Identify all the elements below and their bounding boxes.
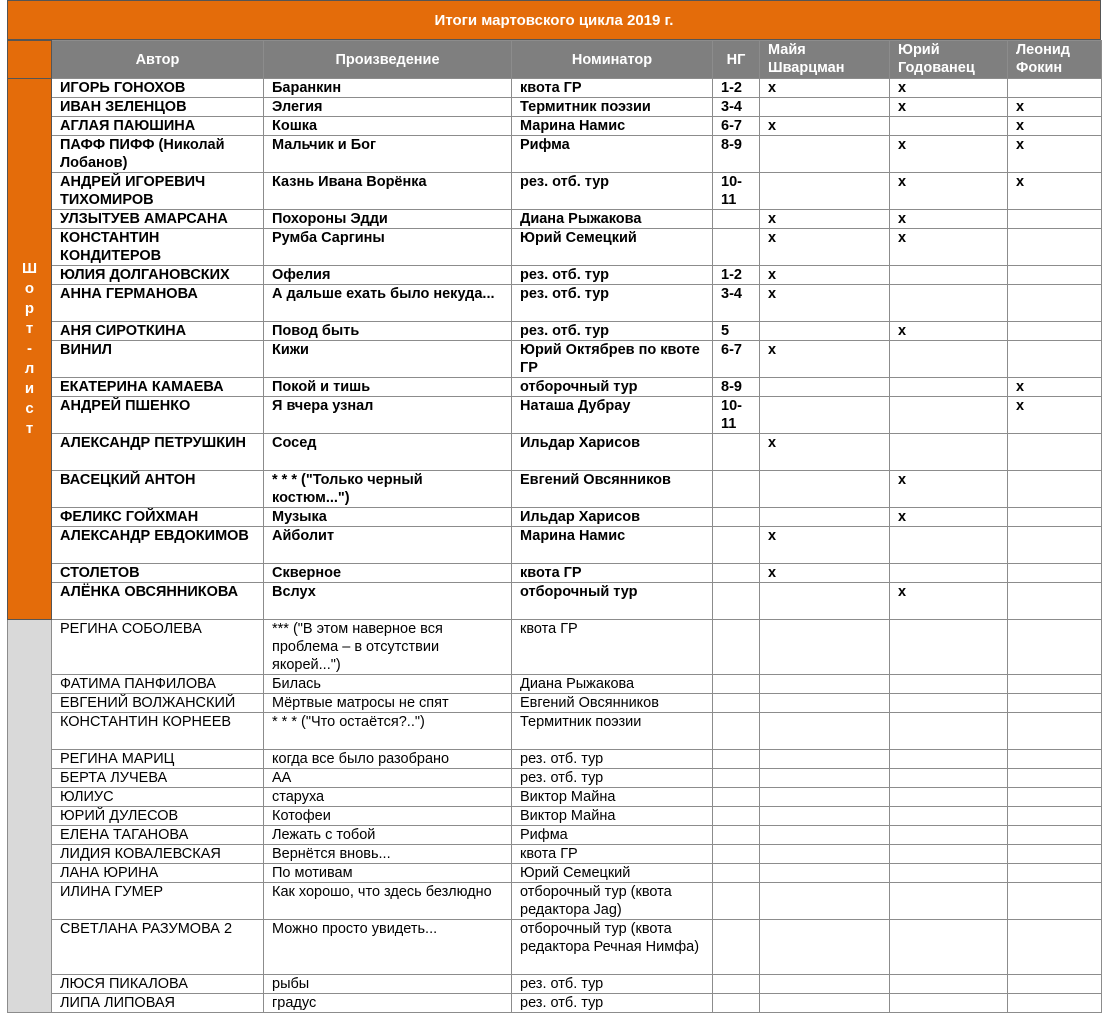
table-row <box>8 79 1102 98</box>
author-cell: ИГОРЬ ГОНОХОВ <box>52 79 264 98</box>
vote-cell-judge-1 <box>760 471 890 508</box>
table-row <box>8 266 1102 285</box>
work-cell: По мотивам <box>264 864 512 883</box>
vote-cell-judge-2: x <box>890 136 1008 173</box>
column-header-author: Автор <box>52 41 264 79</box>
author-cell: АНДРЕЙ ИГОРЕВИЧ ТИХОМИРОВ <box>52 173 264 210</box>
vote-cell-judge-1 <box>760 920 890 975</box>
table-row <box>8 564 1102 583</box>
vote-cell-judge-2: x <box>890 79 1008 98</box>
author-cell: ЛИПА ЛИПОВАЯ <box>52 994 264 1013</box>
vote-cell-judge-1 <box>760 136 890 173</box>
nominator-cell: рез. отб. тур <box>512 750 713 769</box>
shortlist-side-label <box>8 79 52 620</box>
longlist-side-band <box>8 620 52 1013</box>
author-cell: ФАТИМА ПАНФИЛОВА <box>52 675 264 694</box>
nominator-cell: Рифма <box>512 826 713 845</box>
vote-cell-judge-2: x <box>890 471 1008 508</box>
author-cell: АЛЁНКА ОВСЯННИКОВА <box>52 583 264 620</box>
vote-cell-judge-2 <box>890 788 1008 807</box>
ng-cell <box>713 713 760 750</box>
vote-cell-judge-2 <box>890 826 1008 845</box>
author-cell: АГЛАЯ ПАЮШИНА <box>52 117 264 136</box>
vote-cell-judge-3 <box>1008 527 1102 564</box>
nominator-cell: Юрий Семецкий <box>512 229 713 266</box>
header-corner <box>8 41 52 79</box>
vote-cell-judge-3 <box>1008 229 1102 266</box>
vote-cell-judge-1 <box>760 508 890 527</box>
work-cell: Кижи <box>264 341 512 378</box>
work-cell: Котофеи <box>264 807 512 826</box>
vote-cell-judge-3 <box>1008 266 1102 285</box>
vote-cell-judge-2: x <box>890 508 1008 527</box>
work-cell: *** ("В этом наверное вся проблема – в отсутствии якорей...") <box>264 620 512 675</box>
nominator-cell: отборочный тур <box>512 583 713 620</box>
column-header-judge-3: Леонид Фокин <box>1008 41 1102 79</box>
vote-cell-judge-3 <box>1008 883 1102 920</box>
table-row <box>8 583 1102 620</box>
column-header-work: Произведение <box>264 41 512 79</box>
nominator-cell: Виктор Майна <box>512 788 713 807</box>
ng-cell <box>713 826 760 845</box>
vote-cell-judge-3 <box>1008 564 1102 583</box>
column-header-nominator: Номинатор <box>512 41 713 79</box>
author-cell: КОНСТАНТИН КОРНЕЕВ <box>52 713 264 750</box>
nominator-cell: рез. отб. тур <box>512 266 713 285</box>
vote-cell-judge-3 <box>1008 788 1102 807</box>
ng-cell: 10-11 <box>713 397 760 434</box>
vote-cell-judge-3 <box>1008 769 1102 788</box>
nominator-cell: Ильдар Харисов <box>512 508 713 527</box>
work-cell: Баранкин <box>264 79 512 98</box>
nominator-cell: отборочный тур <box>512 378 713 397</box>
ng-cell <box>713 434 760 471</box>
vote-cell-judge-2 <box>890 750 1008 769</box>
vote-cell-judge-2: x <box>890 322 1008 341</box>
work-cell: * * * ("Что остаётся?..") <box>264 713 512 750</box>
nominator-cell: квота ГР <box>512 564 713 583</box>
vote-cell-judge-3: x <box>1008 136 1102 173</box>
ng-cell <box>713 845 760 864</box>
nominator-cell: рез. отб. тур <box>512 994 713 1013</box>
vote-cell-judge-1 <box>760 675 890 694</box>
nominator-cell: отборочный тур (квота редактора Речная Нимфа) <box>512 920 713 975</box>
results-sheet <box>7 0 1101 1013</box>
table-row <box>8 826 1102 845</box>
vote-cell-judge-2 <box>890 920 1008 975</box>
work-cell: Повод быть <box>264 322 512 341</box>
vote-cell-judge-1 <box>760 583 890 620</box>
author-cell: ИЛИНА ГУМЕР <box>52 883 264 920</box>
nominator-cell: Рифма <box>512 136 713 173</box>
ng-cell <box>713 508 760 527</box>
vote-cell-judge-1: x <box>760 564 890 583</box>
ng-cell: 6-7 <box>713 341 760 378</box>
table-row <box>8 173 1102 210</box>
vote-cell-judge-3 <box>1008 620 1102 675</box>
vote-cell-judge-1 <box>760 322 890 341</box>
ng-cell <box>713 210 760 229</box>
ng-cell <box>713 527 760 564</box>
ng-cell: 5 <box>713 322 760 341</box>
vote-cell-judge-1 <box>760 713 890 750</box>
work-cell: Скверное <box>264 564 512 583</box>
vote-cell-judge-3 <box>1008 713 1102 750</box>
table-row <box>8 210 1102 229</box>
vote-cell-judge-2 <box>890 527 1008 564</box>
vote-cell-judge-2 <box>890 266 1008 285</box>
vote-cell-judge-2 <box>890 564 1008 583</box>
author-cell: СТОЛЕТОВ <box>52 564 264 583</box>
vote-cell-judge-3: x <box>1008 378 1102 397</box>
work-cell: АА <box>264 769 512 788</box>
vote-cell-judge-1 <box>760 826 890 845</box>
vote-cell-judge-1 <box>760 807 890 826</box>
vote-cell-judge-2: x <box>890 229 1008 266</box>
ng-cell <box>713 620 760 675</box>
table-row <box>8 322 1102 341</box>
ng-cell <box>713 750 760 769</box>
ng-cell <box>713 883 760 920</box>
author-cell: ВАСЕЦКИЙ АНТОН <box>52 471 264 508</box>
vote-cell-judge-2 <box>890 117 1008 136</box>
work-cell: Казнь Ивана Ворёнка <box>264 173 512 210</box>
vote-cell-judge-3: x <box>1008 397 1102 434</box>
vote-cell-judge-3 <box>1008 826 1102 845</box>
nominator-cell: квота ГР <box>512 845 713 864</box>
vote-cell-judge-1 <box>760 883 890 920</box>
nominator-cell: рез. отб. тур <box>512 322 713 341</box>
vote-cell-judge-1: x <box>760 229 890 266</box>
work-cell: Музыка <box>264 508 512 527</box>
ng-cell <box>713 807 760 826</box>
author-cell: ФЕЛИКС ГОЙХМАН <box>52 508 264 527</box>
vote-cell-judge-2 <box>890 285 1008 322</box>
vote-cell-judge-3 <box>1008 583 1102 620</box>
author-cell: АНЯ СИРОТКИНА <box>52 322 264 341</box>
vote-cell-judge-2: x <box>890 583 1008 620</box>
ng-cell <box>713 975 760 994</box>
vote-cell-judge-1: x <box>760 210 890 229</box>
table-row <box>8 527 1102 564</box>
vote-cell-judge-1: x <box>760 285 890 322</box>
vote-cell-judge-2: x <box>890 98 1008 117</box>
work-cell: Румба Саргины <box>264 229 512 266</box>
table-row <box>8 341 1102 378</box>
table-row <box>8 788 1102 807</box>
author-cell: СВЕТЛАНА РАЗУМОВА 2 <box>52 920 264 975</box>
vote-cell-judge-1 <box>760 975 890 994</box>
vote-cell-judge-1 <box>760 864 890 883</box>
ng-cell <box>713 769 760 788</box>
vote-cell-judge-3 <box>1008 750 1102 769</box>
work-cell: старуха <box>264 788 512 807</box>
ng-cell: 1-2 <box>713 79 760 98</box>
vote-cell-judge-2 <box>890 975 1008 994</box>
table-row <box>8 750 1102 769</box>
nominator-cell: рез. отб. тур <box>512 975 713 994</box>
vote-cell-judge-1: x <box>760 434 890 471</box>
table-row <box>8 229 1102 266</box>
vote-cell-judge-2 <box>890 994 1008 1013</box>
vote-cell-judge-1: x <box>760 117 890 136</box>
vote-cell-judge-2 <box>890 378 1008 397</box>
shortlist-label-text: Ш о р т - л и с т <box>21 260 38 437</box>
vote-cell-judge-2: x <box>890 210 1008 229</box>
vote-cell-judge-2 <box>890 713 1008 750</box>
vote-cell-judge-1 <box>760 397 890 434</box>
header-row <box>8 41 1102 79</box>
vote-cell-judge-1 <box>760 173 890 210</box>
table-row <box>8 117 1102 136</box>
work-cell: когда все было разобрано <box>264 750 512 769</box>
vote-cell-judge-1 <box>760 694 890 713</box>
ng-cell: 3-4 <box>713 285 760 322</box>
vote-cell-judge-3 <box>1008 920 1102 975</box>
table-row <box>8 769 1102 788</box>
ng-cell: 1-2 <box>713 266 760 285</box>
author-cell: ЕЛЕНА ТАГАНОВА <box>52 826 264 845</box>
work-cell: Мальчик и Бог <box>264 136 512 173</box>
table-row <box>8 845 1102 864</box>
vote-cell-judge-3 <box>1008 694 1102 713</box>
author-cell: ПАФФ ПИФФ (Николай Лобанов) <box>52 136 264 173</box>
work-cell: Кошка <box>264 117 512 136</box>
vote-cell-judge-3 <box>1008 434 1102 471</box>
table-row <box>8 883 1102 920</box>
table-row <box>8 136 1102 173</box>
ng-cell <box>713 229 760 266</box>
sheet-title: Итоги мартовского цикла 2019 г. <box>7 0 1101 40</box>
vote-cell-judge-3: x <box>1008 117 1102 136</box>
nominator-cell: Термитник поэзии <box>512 713 713 750</box>
vote-cell-judge-2 <box>890 341 1008 378</box>
nominator-cell: квота ГР <box>512 79 713 98</box>
vote-cell-judge-3 <box>1008 994 1102 1013</box>
nominator-cell: Евгений Овсянников <box>512 694 713 713</box>
vote-cell-judge-2 <box>890 864 1008 883</box>
vote-cell-judge-1 <box>760 378 890 397</box>
vote-cell-judge-2 <box>890 434 1008 471</box>
author-cell: РЕГИНА МАРИЦ <box>52 750 264 769</box>
vote-cell-judge-3 <box>1008 210 1102 229</box>
work-cell: Вслух <box>264 583 512 620</box>
work-cell: Покой и тишь <box>264 378 512 397</box>
vote-cell-judge-2: x <box>890 173 1008 210</box>
vote-cell-judge-1 <box>760 750 890 769</box>
author-cell: УЛЗЫТУЕВ АМАРСАНА <box>52 210 264 229</box>
table-row <box>8 975 1102 994</box>
nominator-cell: Виктор Майна <box>512 807 713 826</box>
vote-cell-judge-3 <box>1008 508 1102 527</box>
vote-cell-judge-2 <box>890 845 1008 864</box>
vote-cell-judge-2 <box>890 807 1008 826</box>
work-cell: Мёртвые матросы не спят <box>264 694 512 713</box>
vote-cell-judge-3 <box>1008 807 1102 826</box>
nominator-cell: Диана Рыжакова <box>512 675 713 694</box>
vote-cell-judge-1: x <box>760 79 890 98</box>
nominator-cell: отборочный тур (квота редактора Jag) <box>512 883 713 920</box>
vote-cell-judge-1 <box>760 769 890 788</box>
author-cell: АННА ГЕРМАНОВА <box>52 285 264 322</box>
work-cell: Офелия <box>264 266 512 285</box>
work-cell: рыбы <box>264 975 512 994</box>
table-row <box>8 397 1102 434</box>
work-cell: Как хорошо, что здесь безлюдно <box>264 883 512 920</box>
nominator-cell: Юрий Семецкий <box>512 864 713 883</box>
ng-cell <box>713 564 760 583</box>
vote-cell-judge-3 <box>1008 285 1102 322</box>
work-cell: Элегия <box>264 98 512 117</box>
vote-cell-judge-1 <box>760 788 890 807</box>
nominator-cell: Ильдар Харисов <box>512 434 713 471</box>
vote-cell-judge-2 <box>890 769 1008 788</box>
vote-cell-judge-3 <box>1008 975 1102 994</box>
author-cell: КОНСТАНТИН КОНДИТЕРОВ <box>52 229 264 266</box>
author-cell: ЕВГЕНИЙ ВОЛЖАНСКИЙ <box>52 694 264 713</box>
vote-cell-judge-2 <box>890 675 1008 694</box>
table-row <box>8 864 1102 883</box>
ng-cell <box>713 471 760 508</box>
table-row <box>8 434 1102 471</box>
vote-cell-judge-3 <box>1008 864 1102 883</box>
results-table <box>7 40 1102 1013</box>
author-cell: ИВАН ЗЕЛЕНЦОВ <box>52 98 264 117</box>
vote-cell-judge-1: x <box>760 341 890 378</box>
vote-cell-judge-3 <box>1008 471 1102 508</box>
nominator-cell: рез. отб. тур <box>512 173 713 210</box>
work-cell: Лежать с тобой <box>264 826 512 845</box>
vote-cell-judge-3: x <box>1008 173 1102 210</box>
nominator-cell: Наташа Дубрау <box>512 397 713 434</box>
work-cell: Можно просто увидеть... <box>264 920 512 975</box>
table-row <box>8 471 1102 508</box>
vote-cell-judge-2 <box>890 620 1008 675</box>
table-row <box>8 675 1102 694</box>
table-row <box>8 694 1102 713</box>
table-row <box>8 378 1102 397</box>
table-row <box>8 920 1102 975</box>
vote-cell-judge-1: x <box>760 266 890 285</box>
work-cell: * * * ("Только черный костюм...") <box>264 471 512 508</box>
vote-cell-judge-2 <box>890 883 1008 920</box>
work-cell: Сосед <box>264 434 512 471</box>
ng-cell <box>713 788 760 807</box>
nominator-cell: Термитник поэзии <box>512 98 713 117</box>
nominator-cell: Марина Намис <box>512 527 713 564</box>
table-row <box>8 285 1102 322</box>
column-header-ng: НГ <box>713 41 760 79</box>
ng-cell <box>713 920 760 975</box>
work-cell: Айболит <box>264 527 512 564</box>
vote-cell-judge-1 <box>760 620 890 675</box>
table-row <box>8 98 1102 117</box>
ng-cell: 10-11 <box>713 173 760 210</box>
vote-cell-judge-2 <box>890 694 1008 713</box>
author-cell: БЕРТА ЛУЧЕВА <box>52 769 264 788</box>
work-cell: А дальше ехать было некуда... <box>264 285 512 322</box>
vote-cell-judge-3 <box>1008 341 1102 378</box>
vote-cell-judge-1: x <box>760 527 890 564</box>
author-cell: ЛАНА ЮРИНА <box>52 864 264 883</box>
ng-cell: 8-9 <box>713 136 760 173</box>
table-body <box>8 79 1102 1013</box>
author-cell: АНДРЕЙ ПШЕНКО <box>52 397 264 434</box>
vote-cell-judge-3 <box>1008 845 1102 864</box>
vote-cell-judge-3 <box>1008 79 1102 98</box>
vote-cell-judge-3 <box>1008 675 1102 694</box>
work-cell: Я вчера узнал <box>264 397 512 434</box>
nominator-cell: Юрий Октябрев по квоте ГР <box>512 341 713 378</box>
nominator-cell: Евгений Овсянников <box>512 471 713 508</box>
nominator-cell: рез. отб. тур <box>512 285 713 322</box>
vote-cell-judge-1 <box>760 98 890 117</box>
nominator-cell: Марина Намис <box>512 117 713 136</box>
nominator-cell: Диана Рыжакова <box>512 210 713 229</box>
author-cell: ЕКАТЕРИНА КАМАЕВА <box>52 378 264 397</box>
ng-cell <box>713 994 760 1013</box>
vote-cell-judge-3 <box>1008 322 1102 341</box>
nominator-cell: рез. отб. тур <box>512 769 713 788</box>
vote-cell-judge-3: x <box>1008 98 1102 117</box>
ng-cell: 6-7 <box>713 117 760 136</box>
vote-cell-judge-1 <box>760 845 890 864</box>
ng-cell <box>713 864 760 883</box>
author-cell: АЛЕКСАНДР ПЕТРУШКИН <box>52 434 264 471</box>
ng-cell <box>713 675 760 694</box>
author-cell: ЮЛИЯ ДОЛГАНОВСКИХ <box>52 266 264 285</box>
author-cell: ВИНИЛ <box>52 341 264 378</box>
author-cell: РЕГИНА СОБОЛЕВА <box>52 620 264 675</box>
vote-cell-judge-1 <box>760 994 890 1013</box>
ng-cell <box>713 694 760 713</box>
work-cell: Похороны Эдди <box>264 210 512 229</box>
table-row <box>8 994 1102 1013</box>
author-cell: АЛЕКСАНДР ЕВДОКИМОВ <box>52 527 264 564</box>
table-row <box>8 620 1102 675</box>
table-row <box>8 807 1102 826</box>
table-row <box>8 713 1102 750</box>
column-header-judge-2: Юрий Годованец <box>890 41 1008 79</box>
author-cell: ЮРИЙ ДУЛЕСОВ <box>52 807 264 826</box>
table-row <box>8 508 1102 527</box>
author-cell: ЮЛИУС <box>52 788 264 807</box>
author-cell: ЛЮСЯ ПИКАЛОВА <box>52 975 264 994</box>
work-cell: Вернётся вновь... <box>264 845 512 864</box>
work-cell: Билась <box>264 675 512 694</box>
author-cell: ЛИДИЯ КОВАЛЕВСКАЯ <box>52 845 264 864</box>
vote-cell-judge-2 <box>890 397 1008 434</box>
nominator-cell: квота ГР <box>512 620 713 675</box>
ng-cell: 3-4 <box>713 98 760 117</box>
column-header-judge-1: Майя Шварцман <box>760 41 890 79</box>
work-cell: градус <box>264 994 512 1013</box>
ng-cell <box>713 583 760 620</box>
ng-cell: 8-9 <box>713 378 760 397</box>
